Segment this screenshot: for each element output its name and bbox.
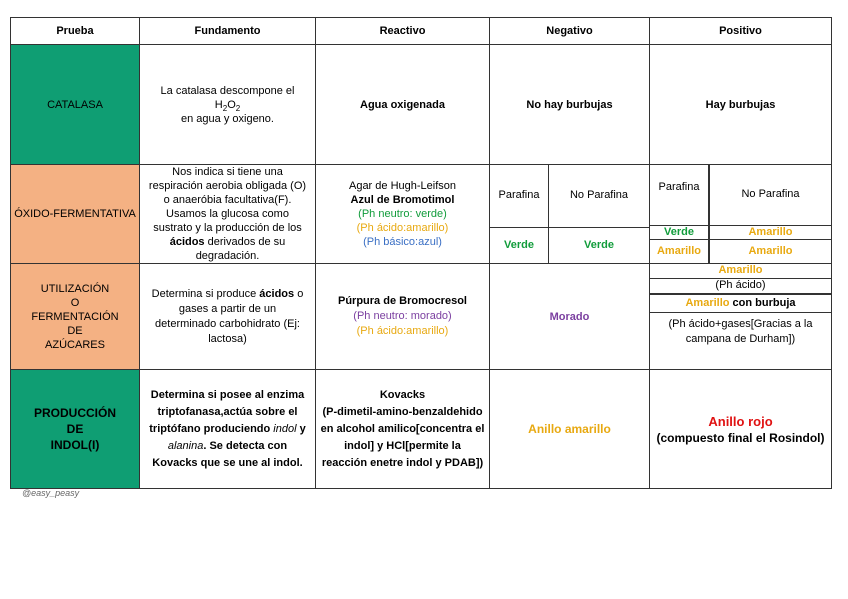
sub-h2: 2	[222, 103, 228, 113]
oxido-reactivo-2: Azul de Bromotimol	[350, 194, 455, 206]
azucares-reactivo-3: (Ph ácido:amarillo)	[356, 325, 449, 337]
pos-r1c2: Amarillo	[709, 225, 831, 239]
azucares-label-2: O	[70, 296, 80, 309]
azucares-fund-1: Determina si produce	[151, 287, 260, 300]
positivo-azucares	[650, 264, 832, 370]
indol-fund-b: y	[296, 422, 306, 435]
fund-text-c: en agua y oxigeno.	[181, 112, 274, 125]
fundamento-indol	[140, 370, 316, 489]
positivo-catalasa: Hay burbujas	[650, 45, 832, 165]
indol-reactivo-1: Kovacks	[379, 388, 426, 401]
fundamento-azucares	[140, 264, 316, 370]
fund-text-a: La catalasa descompone el H	[160, 84, 295, 111]
azucares-pos-3	[650, 294, 831, 312]
header-fundamento: Fundamento	[140, 18, 316, 45]
pos-parafina: Parafina	[650, 165, 709, 225]
fundamento-oxido	[140, 165, 316, 264]
oxido-fund-1: Nos indica si tiene una respiración aerobia obligada (O) o anaeróbia facultativa(F). Usamos la glucosa como sustrato y la producción de los	[148, 166, 307, 234]
azucares-label-5: AZÚCARES	[45, 338, 105, 351]
fund-text-b: O	[227, 98, 236, 111]
indol-fund-c: . Se detecta con Kovacks que se une al indol.	[152, 439, 303, 469]
azucares-label-4: DE	[67, 324, 83, 337]
neg-no-parafina: No Parafina	[549, 165, 650, 227]
row-indol	[11, 370, 832, 489]
azucares-pos-3b: con burbuja	[729, 296, 796, 309]
indol-positivo-1: Anillo rojo	[708, 413, 773, 429]
negativo-catalasa: No hay burbujas	[490, 45, 650, 165]
oxido-reactivo-5: (Ph básico:azul)	[363, 236, 442, 248]
indol-label-1: PRODUCCIÓN	[33, 406, 116, 420]
positivo-azucares-stack	[650, 264, 831, 369]
header-prueba: Prueba	[11, 18, 140, 45]
watermark: @easy_peasy	[22, 488, 80, 498]
positivo-oxido-grid	[650, 165, 831, 263]
label-catalasa: CATALASA	[11, 45, 140, 165]
row-catalasa	[11, 45, 832, 165]
label-indol	[11, 370, 140, 489]
negativo-azucares: Morado	[490, 264, 650, 370]
indol-fund-italic-1: indol	[273, 422, 297, 435]
header-row	[11, 18, 832, 45]
reactivo-azucares	[316, 264, 490, 370]
reactivo-indol	[316, 370, 490, 489]
header-reactivo: Reactivo	[316, 18, 490, 45]
azucares-pos-4: (Ph ácido+gases[Gracias a la campana de Durham])	[668, 317, 813, 345]
sub-o2: 2	[235, 103, 241, 113]
positivo-oxido	[650, 165, 832, 264]
neg-no-parafina-val: Verde	[584, 238, 614, 251]
oxido-fund-bold: ácidos	[169, 236, 205, 248]
pos-r2c1: Amarillo	[650, 239, 709, 263]
biochemical-tests-table	[10, 17, 832, 489]
oxido-fund-2: derivados de su degradación.	[195, 236, 286, 262]
negativo-indol: Anillo amarillo	[490, 370, 650, 489]
azucares-fund-2: o gases a partir de un determinado carbohidrato (Ej: lactosa)	[155, 287, 304, 345]
label-azucares	[11, 264, 140, 370]
azucares-fund-bold: ácidos	[259, 287, 295, 300]
pos-r1c1: Verde	[650, 225, 709, 239]
azucares-label-1: UTILIZACIÓN	[40, 282, 110, 295]
indol-fund-a: Determina si posee al enzima triptofanasa,actúa sobre el triptófano produciendo	[149, 388, 305, 435]
pos-r2c2: Amarillo	[748, 244, 793, 257]
positivo-indol	[650, 370, 832, 489]
negativo-oxido-grid	[490, 165, 649, 263]
header-negativo: Negativo	[490, 18, 650, 45]
oxido-reactivo-3: (Ph neutro: verde)	[358, 208, 447, 220]
indol-reactivo-2: (P-dimetil-amino-benzaldehido en alcohol amilico[concentra el indol] y HCl[permite la reacción enetre indol y PDAB])	[320, 405, 485, 469]
azucares-pos-2: (Ph ácido)	[650, 278, 831, 294]
row-azucares	[11, 264, 832, 370]
indol-label-2: DE	[66, 422, 84, 436]
reactivo-catalasa: Agua oxigenada	[316, 45, 490, 165]
neg-parafina: Parafina	[490, 165, 549, 227]
azucares-reactivo-2: (Ph neutro: morado)	[353, 310, 452, 322]
indol-positivo-2: (compuesto final el Rosindol)	[656, 430, 825, 445]
azucares-label-3: FERMENTACIÓN	[31, 310, 119, 323]
oxido-reactivo-1: Agar de Hugh-Leifson	[348, 180, 456, 192]
azucares-reactivo-1: Púrpura de Bromocresol	[338, 295, 467, 307]
azucares-pos-3a: Amarillo	[685, 296, 730, 309]
header-positivo: Positivo	[650, 18, 832, 45]
oxido-reactivo-4: (Ph ácido:amarillo)	[356, 222, 449, 234]
row-oxido	[11, 165, 832, 264]
indol-label-3: INDOL(I)	[50, 438, 100, 452]
label-oxido: ÓXIDO-FERMENTATIVA	[11, 165, 140, 264]
reactivo-oxido	[316, 165, 490, 264]
indol-fund-italic-2: alanina	[167, 439, 204, 452]
azucares-pos-1: Amarillo	[650, 264, 831, 278]
neg-parafina-val: Verde	[490, 227, 549, 263]
negativo-oxido	[490, 165, 650, 264]
pos-no-parafina: No Parafina	[709, 165, 831, 225]
fundamento-catalasa	[140, 45, 316, 165]
